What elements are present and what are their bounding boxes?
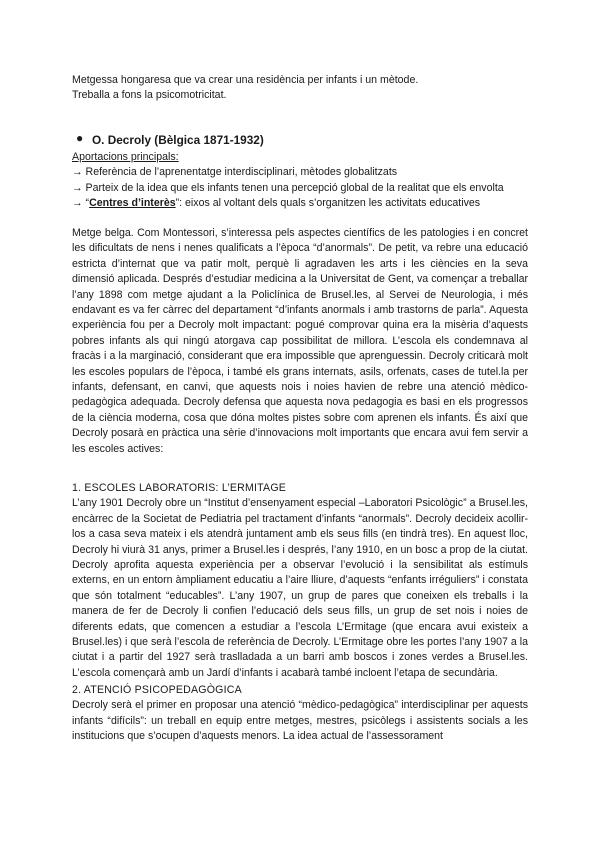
section-1 [72,481,528,681]
contribution-item-3-prefix: → “ [72,197,90,210]
section-1-text: L’any 1901 Decroly obre un “Institut d’ensenyament especial –Laboratori Psicològic” a Brusel.les, encàrrec de la Societat de Pediatria pel tractament d’infants “anormals”. Decroly decideix acollir-los a casa seva mateix i els atendrà juntament amb els seus fills (en tindrà tres). En aquest lloc, Decroly hi viurà 31 anys, primer a Brusel.les i després, l’any 1910, en un bosc a prop de la ciutat. Decroly aprofita aquesta experiència per a observar l’evolució i la sensibilitat als estímuls externs, en un entorn àmpliament educatiu a l’aire lliure, d’aquests “enfants irréguliers” i constata que són totalment “educables”. L’any 1907, un grup de pares que coneixen els treballs i la manera de fer de Decroly li confien l’educació dels seus fills, un grup de set nois i noies de diferents edats, que comencen a estudiar a l’escola L’Ermitage (que encara avui existeix a Brusel.les) i que serà l’escola de referència de Decroly. L’Ermitage obre les portes l’any 1907 a la ciutat i a partir del 1927 serà traslladada a un barri amb boscos i zones verdes a Brusel.les. L’escola començarà amb un Jardí d’infants i acabarà també incloent l’etapa de secundària. [72,497,528,679]
contributions-block [72,150,528,212]
section-2-text: Decroly serà el primer en proposar una atenció “mèdico-pedagògica” interdisciplinar per aquests infants “difícils”: un treball en equip entre metges, mestres, psicòlegs i assistents socials a les institucions que s’ocupen d’aquests menors. La idea actual de l’assessorament [72,699,528,743]
section-2 [72,683,528,745]
bio-paragraph: Metge belga. Com Montessori, s’interessa pels aspectes científics de les patologies i en concret les dificultats de nens i nenes qualificats a l’època “d’anormals”. De petit, va rebre una educació estricta d’internat que va patir molt, perquè li agradaven les arts i les ciències en la seva dimensió aplicada. Després d’estudiar medicina a la Universitat de Gent, va començar a treballar l’any 1898 com metge ajudant a la Policlínica de Brusel.les, al Servei de Neurologia, i més endavant es va fer càrrec del departament “d’infants anormals i amb trastorns de parla”. Aquesta experiència fou per a Decroly molt impactant: pogué comprovar quina era la misèria d’aquests pobres infants als qui ningú atorgava cap possibilitat de millora. L’escola els condemnava al fracàs i a la marginació, considerant que era impossible que aprenguessin. Decroly criticarà molt les escoles populars de l’època, i també els grans internats, asils, orfenats, cases de tutel.la per infants, defensant, en canvi, que aquests nois i noies havien de rebre una atenció mèdico-pedagògica adequada. Decroly defensa que aquesta nova pedagogia es basi en els progressos de la ciència moderna, cosa que dóna moltes pistes sobre com aprenen els infants. És així que Decroly posarà en pràctica una sèrie d’innovacions molt importants que encara avui fem servir a les escoles actives: [72,227,528,455]
contribution-item-1: → Referència de l’aprenentatge interdisciplinari, mètodes globalitzats [72,166,398,179]
contributions-label: Aportacions principals: [72,151,179,163]
section-2-heading: 2. ATENCIÓ PSICOPEDAGÒGICA [72,684,242,696]
bio-block [72,226,528,457]
contribution-item-3 [72,196,528,211]
intro-line-2: Treballa a fons la psicomotricitat. [72,89,227,102]
contribution-item-2: → Parteix de la idea que els infants tenen una percepció global de la realitat que els envolta [72,181,504,194]
section-1-heading: 1. ESCOLES LABORATORIS: L’ERMITAGE [72,482,287,494]
centres-interes-term: Centres d’interès [89,197,176,210]
intro-block [72,73,528,104]
decroly-title: O. Decroly (Bèlgica 1871-1932) [92,133,264,147]
intro-line-1: Metgessa hongaresa que va crear una residència per infants i un mètode. [72,74,419,86]
bullet-icon: ● [76,131,84,145]
contribution-item-3-rest: ”: eixos al voltant dels quals s’organitzen les activitats educatives [175,197,481,210]
